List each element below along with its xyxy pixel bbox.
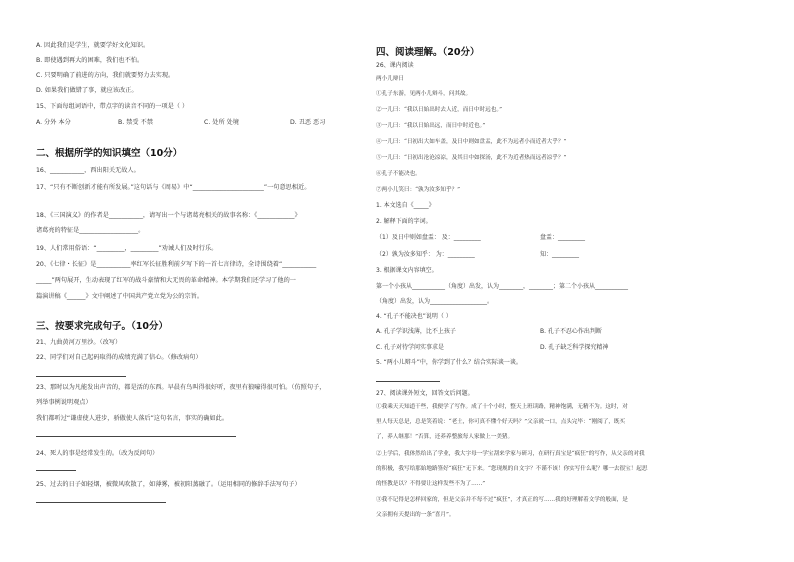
passage2-line: ②上学后，我体然给出了学业，我大字母一学宝刮来学家与研习，在研行真宝是“疯狂”的写作，从父亲的对我 (376, 451, 645, 457)
q20-line2: _____”两句展开，生动表现了红军的战斗豪情和大无畏的革命精神。本学期我们还学习了他的一 (36, 277, 296, 284)
passage1-title: 两小儿辩日 (376, 76, 404, 82)
q21: 21、九曲黄河万里沙。（改写） (36, 339, 122, 346)
q22: 22、同学们对自己起码取得的成绩充满了信心。（修改病句） (36, 354, 202, 361)
q25-answer-line[interactable] (36, 502, 166, 503)
q23-answer-line[interactable] (36, 436, 236, 437)
q20-line3: 篇演讲稿《______》文中阐述了中国共产党立党为公的宗旨。 (36, 293, 204, 300)
r2a-left: （1）及日中则如盘盂： 及：_________ (376, 234, 481, 241)
q27-label: 27、阅读课外短文，回答文后问题。 (376, 390, 474, 397)
passage1-line: ②一儿曰：“我以日始出时去人近，而日中时远也。” (376, 107, 502, 113)
q20-line1: 20、《七律・长征》是___________率红军长征胜利前夕写下的一首七言律诗，全诗围绕着“___________ (36, 261, 317, 268)
section-4-title: 四、阅读理解。（20分） (376, 47, 480, 58)
q15-option-a: A. 分外 本分 (36, 119, 71, 126)
passage2-line: 的积极，我写给那始地路签好“疯狂”无下来。“您现规的自文字？不谨不该！你实写什么呢？哪一去很宝！起思 (376, 466, 648, 472)
q19: 19、人们常用俗语：“_________，_________”劝诫人们及时行乐。 (36, 245, 218, 252)
q15-stem: 15、下面每组词语中，带点字的读音不同的一项是（ ） (36, 103, 189, 110)
r5-answer-line[interactable] (376, 381, 440, 382)
q23-line2: 列举事例说明观点） (36, 399, 92, 406)
q18-line1: 18、《三国演义》的作者是___________，请写出一个与诸葛亮相关的故事名称：《____________》 (36, 212, 301, 219)
r2a-right: 盘盂：_________ (540, 234, 586, 241)
r3: 3. 根据课文内容填空。 (376, 267, 438, 274)
r4-option-b: B. 孔子不忍心作出判断 (540, 328, 602, 335)
passage2-line: 父亲拥有天提出的一条“喜月”。 (376, 512, 455, 518)
q26-label: 26、课内阅读 (376, 62, 414, 69)
q18-line2: 诸葛亮的特征是___________________。 (36, 227, 145, 234)
passage1-line: ⑦两小儿笑曰：“孰为汝多知乎？” (376, 187, 461, 193)
q15-option-d: D. 丑恶 恶习 (290, 119, 326, 126)
r4-option-c: C. 孔子对待学问实事求是 (376, 344, 445, 351)
q16: 16、___________，西出阳关无故人。 (36, 167, 140, 174)
passage2-line: 里人每天总是，总是笑着说：“老土，你可真不懂个好天吗？”父亲就一口，点头完毕：“刚阅了，既买 (376, 419, 626, 425)
q24-answer-line[interactable] (36, 470, 76, 471)
q23-line3: 我们都听过“谦虚使人进步，骄傲使人落后”这句名言，事实的确如此。 (36, 415, 229, 422)
r3-line2: （角度）出发，认为___________________。 (376, 298, 494, 305)
section-3-title: 三、按要求完成句子。（10分） (36, 321, 168, 332)
passage1-line: ④一儿曰：“日初出大如车盖，及日中则如盘盂，此不为远者小而近者大乎？” (376, 139, 567, 145)
passage1-line: ⑥孔子不能决也。 (376, 171, 421, 177)
r4-option-a: A. 孔子学识浅薄，比不上孩子 (376, 328, 456, 335)
passage2-line: ①我乘天天知道干些，我便学了写作。成了十个小时，整天上班读路，精神饱满，无精不为。这时，对 (376, 404, 628, 410)
r3-line1: 第一个小孩从___________（角度）出发，认为________，________；第二个小孩从___________ (376, 283, 629, 290)
q25: 25、过去的日子如轻烟，被微风吹散了，如薄雾，被初阳蒸融了。（运用相同的修辞手法写句子） (36, 481, 301, 488)
q14-option-a: A. 因此我们是学生，就要学好文化知识。 (36, 42, 150, 49)
r4: 4. “孔子不能决也”说明（ ） (376, 313, 452, 320)
q15-option-c: C. 处所 处境 (204, 119, 239, 126)
r5: 5. “两小儿辩斗”中，你学到了什么？结合实际谈一谈。 (376, 359, 522, 366)
passage2-line: 的怪教是以？不得要让这样发些不为了……” (376, 481, 486, 487)
r2b-right: 知：_________ (540, 251, 580, 258)
r1: 1. 本文选自《_____》 (376, 202, 435, 209)
section-2-title: 二、根据所学的知识填空（10分） (36, 148, 183, 159)
passage1-line: ①孔子东游，见两小儿辩斗，问其故。 (376, 91, 472, 97)
q17: 17、“只有不断创新才能有所发展。”这句话与《周易》中“_______________________”一句意思相近。 (36, 184, 311, 191)
passage1-line: ③一儿曰：“我以日始出远，而日中时近也。” (376, 123, 486, 129)
r4-option-d: D. 孔子缺乏科学探究精神 (540, 344, 609, 351)
r2b-left: （2）孰为汝多知乎： 为：_________ (376, 251, 475, 258)
passage2-line: 了，养人继那！”否算，还养养整旅每人家做上一美猪。 (376, 434, 514, 440)
q23-line1: 23、那时以为凡能发出声音的，都是活的东西。早晨有鸟叫得很好听，夜里有狼嚎得很可怕。（仿照句子， (36, 384, 326, 391)
q15-option-b: B. 禁受 不禁 (118, 119, 153, 126)
r2: 2. 解释下面的字词。 (376, 218, 432, 225)
q22-answer-line[interactable] (36, 376, 126, 377)
q14-option-d: D. 如果我们做错了事，就应该改正。 (36, 87, 138, 94)
q24: 24、死人的事是经常发生的。（改为反问句） (36, 450, 159, 457)
q14-option-b: B. 即使遇到再大的困难，我们也不怕。 (36, 57, 144, 64)
passage2-line: ③我不记得是怎样回家的，但是父亲并不每不过“疯狂”，才真正的写……我的好理解着文学的般面，是 (376, 497, 628, 503)
q14-option-c: C. 只要明确了前进的方向，我们就要努力去实现。 (36, 72, 175, 79)
passage1-line: ⑤一儿曰：“日初出沧沧凉凉，及其日中如探汤，此不为近者热而远者凉乎？” (376, 155, 567, 161)
